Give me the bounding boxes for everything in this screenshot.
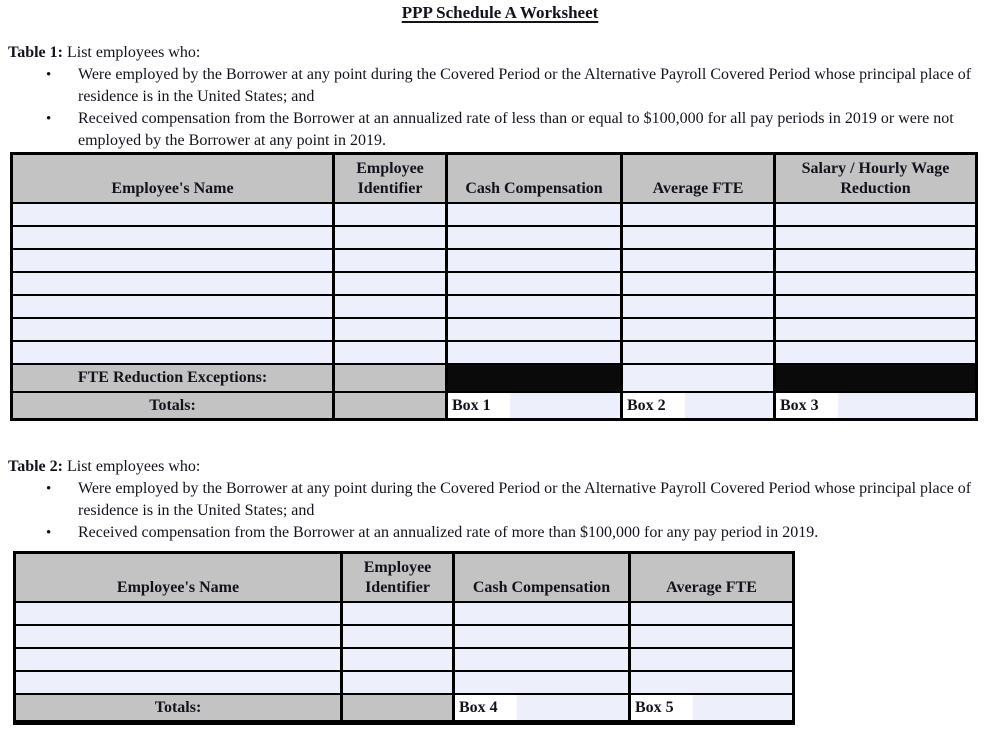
table1-empty-row-7 [12, 341, 977, 364]
table1-header-employee-identifier: Employee Identifier [334, 154, 447, 204]
table1-fte-exceptions-row [12, 364, 977, 392]
box2-field[interactable] [685, 393, 773, 418]
table2-row1-col3-field[interactable] [454, 602, 630, 625]
table2-row4-col2-field[interactable] [342, 671, 454, 694]
bullet-icon: • [46, 481, 52, 497]
table1-fte-identifier-cell [334, 364, 447, 392]
table2-totals-row [15, 694, 794, 723]
table1-empty-row-6 [12, 318, 977, 341]
table2-row4-col1-field[interactable] [15, 671, 342, 694]
table1-row6-col5-field[interactable] [775, 318, 977, 341]
table1-label: Table 1: [8, 44, 63, 61]
table1-row4-col2-field[interactable] [334, 272, 447, 295]
table1-empty-row-3 [12, 249, 977, 272]
table1-row5-col1-field[interactable] [12, 295, 334, 318]
table1-bullet-2-text: Received compensation from the Borrower at an annualized rate of less than or equal to $100,000 for all pay periods in 2019 or were not employed by the Borrower at any point in 2019. [78, 110, 954, 149]
box2-label: Box 2 [627, 396, 666, 414]
table2-empty-row-2 [15, 625, 794, 648]
table1-row3-col4-field[interactable] [622, 249, 775, 272]
table1-row7-col4-field[interactable] [622, 341, 775, 364]
table2-box5-cell [630, 694, 794, 723]
table1-row3-col2-field[interactable] [334, 249, 447, 272]
bullet-icon: • [46, 525, 52, 541]
table1-empty-row-4 [12, 272, 977, 295]
table2-row3-col1-field[interactable] [15, 648, 342, 671]
table2-header-row [15, 553, 794, 603]
table2 [13, 551, 795, 725]
table1-empty-row-5 [12, 295, 977, 318]
bullet-icon: • [46, 111, 52, 127]
table2-bullet-1-text: Were employed by the Borrower at any point during the Covered Period or the Alternative Payroll Covered Period whose principal place of residence is in the United States; and [78, 480, 972, 519]
table1-intro-line [8, 42, 992, 64]
table1-row5-col4-field[interactable] [622, 295, 775, 318]
table2-header-average-fte: Average FTE [630, 553, 794, 603]
table2-row3-col4-field[interactable] [630, 648, 794, 671]
fte-reduction-exceptions-label: FTE Reduction Exceptions: [12, 364, 334, 392]
table2-row2-col2-field[interactable] [342, 625, 454, 648]
table1-totals-row [12, 392, 977, 420]
box4-label: Box 4 [459, 698, 498, 716]
table1-header-employees-name: Employee's Name [12, 154, 334, 204]
table2-bullet-1 [8, 478, 992, 522]
table2-intro-line [8, 456, 992, 478]
table1-intro: List employees who: [62, 44, 201, 61]
table2-header-cash-compensation: Cash Compensation [454, 553, 630, 603]
table2-empty-row-3 [15, 648, 794, 671]
table2-totals-label: Totals: [15, 694, 342, 723]
table1-row7-col3-field[interactable] [447, 341, 622, 364]
table2-intro: List employees who: [62, 458, 201, 475]
page-title: PPP Schedule A Worksheet [401, 3, 599, 22]
table1-row6-col2-field[interactable] [334, 318, 447, 341]
table2-label: Table 2: [8, 458, 63, 475]
table1-fte-cash-compensation-blocked-cell [447, 364, 622, 392]
table1-row7-col2-field[interactable] [334, 341, 447, 364]
table1 [10, 152, 978, 421]
table1-row6-col3-field[interactable] [447, 318, 622, 341]
table1-row3-col5-field[interactable] [775, 249, 977, 272]
table2-empty-row-4 [15, 671, 794, 694]
box4-field[interactable] [517, 695, 628, 720]
table1-row4-col4-field[interactable] [622, 272, 775, 295]
table1-row2-col4-field[interactable] [622, 226, 775, 249]
table1-row3-col3-field[interactable] [447, 249, 622, 272]
box5-label: Box 5 [635, 698, 674, 716]
table1-row5-col5-field[interactable] [775, 295, 977, 318]
table1-row1-col2-field[interactable] [334, 203, 447, 226]
table1-description [8, 42, 992, 152]
table2-box4-cell [454, 694, 630, 723]
table2-row2-col3-field[interactable] [454, 625, 630, 648]
table1-row2-col5-field[interactable] [775, 226, 977, 249]
table1-row6-col4-field[interactable] [622, 318, 775, 341]
table2-row4-col4-field[interactable] [630, 671, 794, 694]
table1-row1-col5-field[interactable] [775, 203, 977, 226]
table2-row1-col2-field[interactable] [342, 602, 454, 625]
table1-totals-identifier-cell [334, 392, 447, 420]
table2-totals-identifier-cell [342, 694, 454, 723]
table2-row2-col4-field[interactable] [630, 625, 794, 648]
table2-empty-row-1 [15, 602, 794, 625]
table1-row2-col2-field[interactable] [334, 226, 447, 249]
table1-bullet-1-text: Were employed by the Borrower at any point during the Covered Period or the Alternative Payroll Covered Period whose principal place of residence is in the United States; and [78, 66, 972, 105]
table1-header-average-fte: Average FTE [622, 154, 775, 204]
table1-row6-col1-field[interactable] [12, 318, 334, 341]
table1-row2-col3-field[interactable] [447, 226, 622, 249]
table1-row1-col4-field[interactable] [622, 203, 775, 226]
table1-row1-col3-field[interactable] [447, 203, 622, 226]
box3-field[interactable] [838, 393, 975, 418]
box1-label: Box 1 [452, 396, 491, 414]
table1-row5-col3-field[interactable] [447, 295, 622, 318]
table1-totals-label: Totals: [12, 392, 334, 420]
table1-row4-col5-field[interactable] [775, 272, 977, 295]
table2-row2-col1-field[interactable] [15, 625, 342, 648]
table1-row7-col5-field[interactable] [775, 341, 977, 364]
table2-row3-col2-field[interactable] [342, 648, 454, 671]
table1-row7-col1-field[interactable] [12, 341, 334, 364]
table1-row2-col1-field[interactable] [12, 226, 334, 249]
table1-empty-row-1 [12, 203, 977, 226]
table1-row3-col1-field[interactable] [12, 249, 334, 272]
table2-row1-col4-field[interactable] [630, 602, 794, 625]
table1-row5-col2-field[interactable] [334, 295, 447, 318]
table1-bullet-2 [8, 108, 992, 152]
table1-header-salary-hourly-wage-reduction: Salary / Hourly Wage Reduction [775, 154, 977, 204]
table1-fte-average-fte-field[interactable] [622, 364, 775, 392]
table2-header-employee-identifier: Employee Identifier [342, 553, 454, 603]
table1-header-row [12, 154, 977, 204]
table1-box3-cell [775, 392, 977, 420]
bullet-icon: • [46, 67, 52, 83]
box1-field[interactable] [510, 393, 620, 418]
table2-bullet-2 [8, 522, 992, 544]
table1-fte-wage-reduction-blocked-cell [775, 364, 977, 392]
table1-bullet-1 [8, 64, 992, 108]
table1-row4-col3-field[interactable] [447, 272, 622, 295]
box5-field[interactable] [693, 695, 792, 720]
table1-box2-cell [622, 392, 775, 420]
table1-empty-row-2 [12, 226, 977, 249]
table2-row4-col3-field[interactable] [454, 671, 630, 694]
table2-description [8, 456, 992, 544]
table1-row1-col1-field[interactable] [12, 203, 334, 226]
table2-header-employees-name: Employee's Name [15, 553, 342, 603]
table2-row3-col3-field[interactable] [454, 648, 630, 671]
table2-row1-col1-field[interactable] [15, 602, 342, 625]
table1-header-cash-compensation: Cash Compensation [447, 154, 622, 204]
table1-box1-cell [447, 392, 622, 420]
table1-row4-col1-field[interactable] [12, 272, 334, 295]
table2-bullet-2-text: Received compensation from the Borrower at an annualized rate of more than $100,000 for any pay period in 2019. [78, 524, 819, 541]
box3-label: Box 3 [780, 396, 819, 414]
